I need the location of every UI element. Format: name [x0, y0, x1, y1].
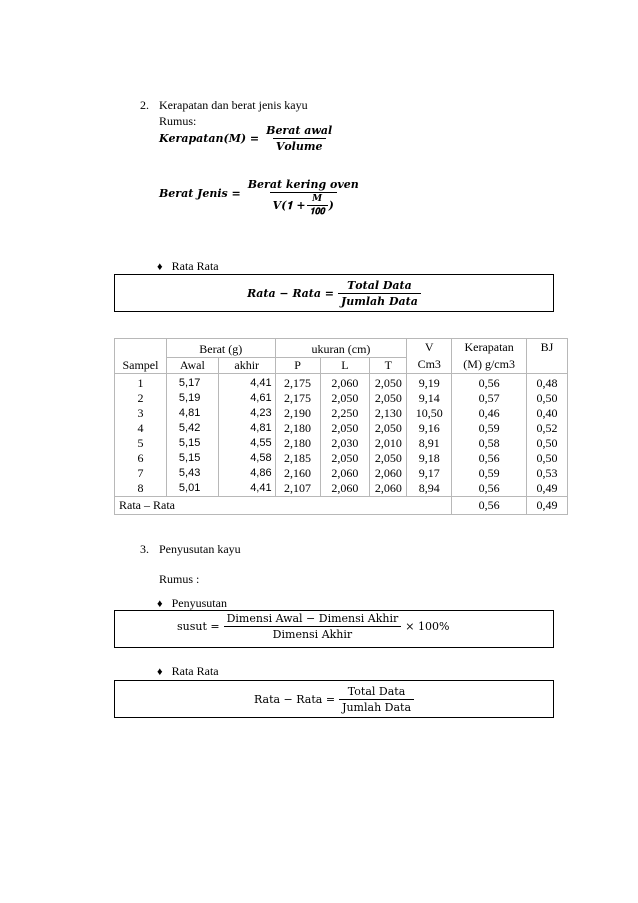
hundred-denominator: 𝟏𝟎𝟎: [307, 205, 328, 217]
section-3-rumus-label: Rumus :: [159, 572, 200, 586]
header-awal: Awal: [166, 358, 218, 374]
berat-jenis-fraction: [245, 178, 362, 217]
kerapatan-lhs: 𝑲𝒆𝒓𝒂𝒑𝒂𝒕𝒂𝒏(𝑴) =: [159, 132, 260, 145]
header-kerapatan-unit: (M) g/cm3: [463, 357, 515, 371]
rata-rata-2-formula-box: [114, 680, 554, 718]
rata-rata-2-numerator: Total Data: [347, 684, 406, 698]
rata-rata-2-bullet-label: Rata Rata: [171, 664, 219, 678]
susut-fraction: [224, 612, 402, 641]
kerapatan-data-table: [114, 338, 568, 515]
header-ukuran: ukuran (cm): [275, 339, 407, 358]
rata-rata-numerator: 𝑻𝒐𝒕𝒂𝒍 𝑫𝒂𝒕𝒂: [347, 278, 412, 292]
section-2-title: Kerapatan dan berat jenis kayu: [159, 98, 308, 112]
rata-rata-label-cell: Rata – Rata: [115, 497, 452, 515]
berat-jenis-denominator: [270, 192, 337, 217]
penyusutan-bullet-row: [157, 596, 227, 611]
berat-jenis-den-suffix: ): [328, 199, 334, 212]
rata-rata-2-fraction: [339, 685, 414, 714]
diamond-bullet-icon: ♦: [157, 598, 163, 610]
table-header-row-1: [115, 339, 568, 358]
rata-bj-cell: 0,49: [527, 497, 568, 515]
susut-formula: [177, 612, 449, 641]
rata-rata-2-lhs: Rata − Rata =: [253, 692, 336, 706]
diamond-bullet-icon: ♦: [157, 666, 163, 678]
col-kerapatan: 0,56 0,57 0,46 0,59 0,58 0,56 0,59 0,56: [452, 374, 527, 497]
section-3-number: 3.: [140, 542, 149, 556]
section-2-rumus-label: Rumus:: [159, 114, 197, 128]
rata-rata-denominator: 𝑱𝒖𝒎𝒍𝒂𝒉 𝑫𝒂𝒕𝒂: [338, 293, 421, 308]
header-berat: Berat (g): [166, 339, 275, 358]
susut-lhs: susut =: [177, 620, 220, 633]
header-bj: BJ: [527, 339, 568, 374]
rata-rata-lhs: 𝑹𝒂𝒕𝒂 − 𝑹𝒂𝒕𝒂 =: [247, 286, 335, 300]
col-bj: 0,48 0,50 0,40 0,52 0,50 0,50 0,53 0,49: [527, 374, 568, 497]
susut-formula-box: [114, 610, 554, 648]
col-t: 2,050 2,050 2,130 2,050 2,010 2,050 2,060 2,060: [370, 374, 407, 497]
col-akhir: 4,41 4,61 4,23 4,81 4,55 4,58 4,86 4,41: [218, 374, 275, 497]
header-v: [407, 339, 452, 374]
header-p: P: [275, 358, 320, 374]
diamond-bullet-icon: ♦: [157, 261, 163, 273]
rata-kerapatan-cell: 0,56: [452, 497, 527, 515]
rata-rata-2-bullet-row: [157, 664, 219, 679]
rata-rata-2-denominator: Jumlah Data: [339, 699, 414, 714]
berat-jenis-lhs: 𝑩𝒆𝒓𝒂𝒕 𝑱𝒆𝒏𝒊𝒔 =: [159, 187, 241, 200]
berat-jenis-formula: [159, 178, 362, 217]
section-3-title: Penyusutan kayu: [159, 542, 241, 556]
kerapatan-fraction: [263, 124, 335, 153]
susut-numerator: Dimensi Awal − Dimensi Akhir: [226, 612, 399, 625]
rata-rata-formula-box: [114, 274, 554, 312]
susut-denominator: Dimensi Akhir: [224, 626, 402, 641]
header-t: T: [370, 358, 407, 374]
rata-rata-fraction: [338, 279, 421, 308]
header-kerapatan-label: Kerapatan: [464, 340, 514, 354]
header-sampel: Sampel: [115, 358, 167, 374]
col-p: 2,175 2,175 2,190 2,180 2,180 2,185 2,160 2,107: [275, 374, 320, 497]
table-rata-row: [115, 497, 568, 515]
kerapatan-numerator: 𝑩𝒆𝒓𝒂𝒕 𝒂𝒘𝒂𝒍: [266, 124, 333, 137]
m-numerator: 𝑴: [312, 194, 323, 204]
header-v-unit: Cm3: [417, 357, 441, 371]
kerapatan-formula: [159, 124, 335, 153]
rata-rata-bullet-row: [157, 259, 219, 274]
berat-jenis-numerator: 𝑩𝒆𝒓𝒂𝒕 𝒌𝒆𝒓𝒊𝒏𝒈 𝒐𝒗𝒆𝒏: [247, 178, 359, 191]
header-l: L: [320, 358, 370, 374]
table-body-row: [115, 374, 568, 497]
berat-jenis-den-prefix: 𝑽(𝟏 +: [272, 198, 306, 212]
header-akhir: akhir: [218, 358, 275, 374]
col-v: 9,19 9,14 10,50 9,16 8,91 9,18 9,17 8,94: [407, 374, 452, 497]
header-blank-cell: [115, 339, 167, 358]
header-kerapatan: [452, 339, 527, 374]
susut-multiplier: × 100%: [405, 620, 450, 633]
header-v-label: V: [424, 340, 434, 354]
col-sampel: 1 2 3 4 5 6 7 8: [115, 374, 167, 497]
penyusutan-bullet-label: Penyusutan: [171, 596, 227, 610]
m-over-100-fraction: [307, 194, 328, 217]
col-l: 2,060 2,050 2,250 2,050 2,030 2,050 2,060 2,060: [320, 374, 370, 497]
section-2-number: 2.: [140, 98, 149, 112]
kerapatan-denominator: 𝑽𝒐𝒍𝒖𝒎𝒆: [273, 138, 326, 153]
col-awal: 5,17 5,19 4,81 5,42 5,15 5,15 5,43 5,01: [166, 374, 218, 497]
rata-rata-bullet-label: Rata Rata: [171, 259, 219, 273]
